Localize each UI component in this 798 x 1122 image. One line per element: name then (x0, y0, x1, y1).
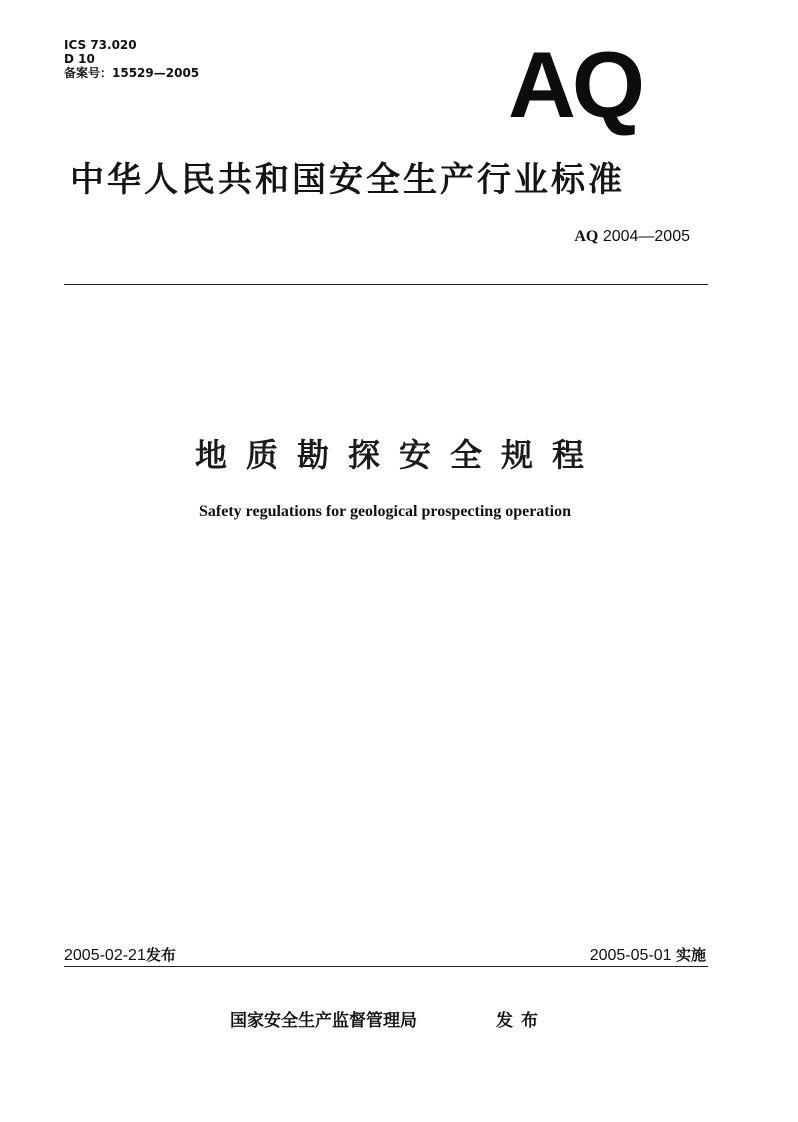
issue-date: 2005-02-21 (64, 947, 146, 964)
top-divider (64, 284, 708, 285)
classification-block (64, 38, 199, 80)
bottom-divider (64, 966, 708, 967)
issue-label: 发布 (145, 946, 176, 964)
document-title-en: Safety regulations for geological prospecting operation (199, 503, 571, 520)
filing-number: 备案号：15529—2005 (64, 66, 200, 80)
document-title-cn: 地质勘探安全规程 (194, 436, 603, 474)
implementation-date-line (590, 944, 706, 965)
implementation-date: 2005-05-01 (589, 947, 672, 964)
standard-number (574, 228, 690, 246)
implementation-label: 实施 (675, 946, 706, 964)
ccs-code: D 10 (64, 52, 95, 66)
publish-label: 发布 (496, 1011, 546, 1031)
issue-date-line (64, 944, 176, 965)
standard-category-title: 中华人民共和国安全生产行业标准 (70, 160, 625, 200)
publishing-authority: 国家安全生产监督管理局 (230, 1011, 417, 1031)
standard-number-value: 2004—2005 (602, 228, 690, 245)
ics-code: ICS 73.020 (64, 38, 137, 52)
aq-logo: AQ (508, 32, 641, 137)
standard-number-prefix: AQ (574, 228, 599, 245)
